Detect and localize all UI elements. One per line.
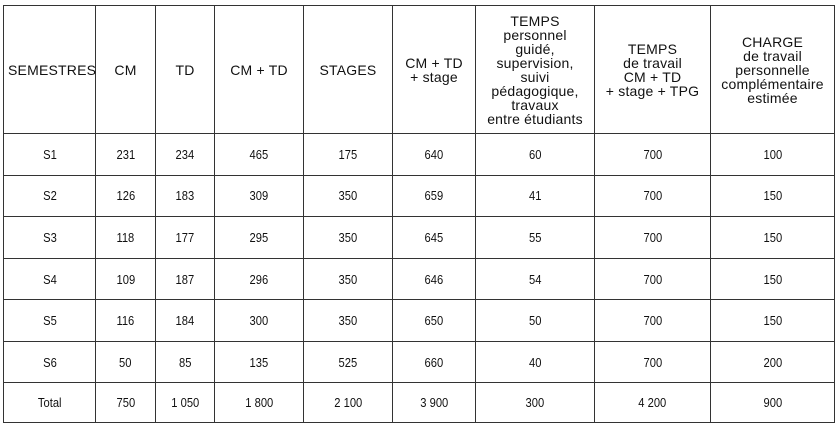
cell-temps-travail: 700: [595, 341, 711, 383]
cell-td: 1 050: [156, 383, 215, 423]
cell-td: 85: [156, 341, 215, 383]
cell-cm-td: 1 800: [215, 383, 304, 423]
cell-cm-td-stage: 640: [393, 134, 476, 176]
cell-td: 234: [156, 134, 215, 176]
cell-cm-td: 309: [215, 175, 304, 217]
cell-charge: 200: [711, 341, 835, 383]
cell-stages: 350: [304, 258, 393, 300]
cell-stages: 2 100: [304, 383, 393, 423]
cell-temps-travail: 700: [595, 300, 711, 342]
cell-td: 184: [156, 300, 215, 342]
table-row: [4, 134, 835, 176]
cell-cm: 50: [96, 341, 156, 383]
cell-semester: S6: [4, 341, 96, 383]
cell-cm: 231: [96, 134, 156, 176]
cell-cm-td: 135: [215, 341, 304, 383]
cell-temps-travail: 700: [595, 258, 711, 300]
cell-stages: 350: [304, 175, 393, 217]
header-temps-de-travail: TEMPS de travail CM + TD + stage + TPG: [595, 6, 711, 134]
cell-temps-travail: 700: [595, 175, 711, 217]
cell-charge: 150: [711, 175, 835, 217]
cell-stages: 175: [304, 134, 393, 176]
cell-td: 187: [156, 258, 215, 300]
cell-td: 177: [156, 217, 215, 259]
cell-cm-td: 300: [215, 300, 304, 342]
cell-cm-td: 296: [215, 258, 304, 300]
header-td: TD: [156, 6, 215, 134]
header-charge-travail: CHARGE de travail personnelle complémentaire estimée: [711, 6, 835, 134]
cell-charge: 900: [711, 383, 835, 423]
cell-temps-travail: 700: [595, 217, 711, 259]
table-row: [4, 175, 835, 217]
cell-charge: 150: [711, 300, 835, 342]
cell-temps-personnel: 41: [476, 175, 595, 217]
cell-temps-travail: 4 200: [595, 383, 711, 423]
cell-cm-td-stage: 650: [393, 300, 476, 342]
header-semestres: SEMESTRES: [4, 6, 96, 134]
cell-stages: 350: [304, 300, 393, 342]
cell-cm: 126: [96, 175, 156, 217]
cell-temps-personnel: 55: [476, 217, 595, 259]
cell-charge: 100: [711, 134, 835, 176]
cell-semester: S4: [4, 258, 96, 300]
header-temps-personnel-guide: TEMPS personnel guidé, supervision, suivi pédagogique, travaux entre étudiants: [476, 6, 595, 134]
cell-cm-td: 295: [215, 217, 304, 259]
table-row: [4, 341, 835, 383]
cell-temps-travail: 700: [595, 134, 711, 176]
cell-semester: S5: [4, 300, 96, 342]
cell-temps-personnel: 40: [476, 341, 595, 383]
cell-charge: 150: [711, 217, 835, 259]
total-row: [4, 383, 835, 423]
cell-cm: 750: [96, 383, 156, 423]
header-cm-td: CM + TD: [215, 6, 304, 134]
cell-stages: 350: [304, 217, 393, 259]
table-row: [4, 217, 835, 259]
cell-td: 183: [156, 175, 215, 217]
cell-cm-td-stage: 3 900: [393, 383, 476, 423]
cell-cm-td-stage: 646: [393, 258, 476, 300]
header-stages: STAGES: [304, 6, 393, 134]
cell-cm-td-stage: 660: [393, 341, 476, 383]
table-row: [4, 258, 835, 300]
cell-semester: S2: [4, 175, 96, 217]
cell-cm: 118: [96, 217, 156, 259]
cell-cm: 116: [96, 300, 156, 342]
cell-temps-personnel: 60: [476, 134, 595, 176]
cell-cm-td: 465: [215, 134, 304, 176]
cell-semester: S3: [4, 217, 96, 259]
header-row: [4, 6, 835, 134]
header-cm-td-stage: CM + TD + stage: [393, 6, 476, 134]
cell-cm-td-stage: 659: [393, 175, 476, 217]
cell-charge: 150: [711, 258, 835, 300]
cell-temps-personnel: 300: [476, 383, 595, 423]
cell-temps-personnel: 54: [476, 258, 595, 300]
cell-temps-personnel: 50: [476, 300, 595, 342]
cell-cm: 109: [96, 258, 156, 300]
cell-semester: S1: [4, 134, 96, 176]
semester-workload-table: [3, 5, 835, 423]
table-row: [4, 300, 835, 342]
cell-stages: 525: [304, 341, 393, 383]
cell-cm-td-stage: 645: [393, 217, 476, 259]
header-cm: CM: [96, 6, 156, 134]
cell-total-label: Total: [4, 383, 96, 423]
